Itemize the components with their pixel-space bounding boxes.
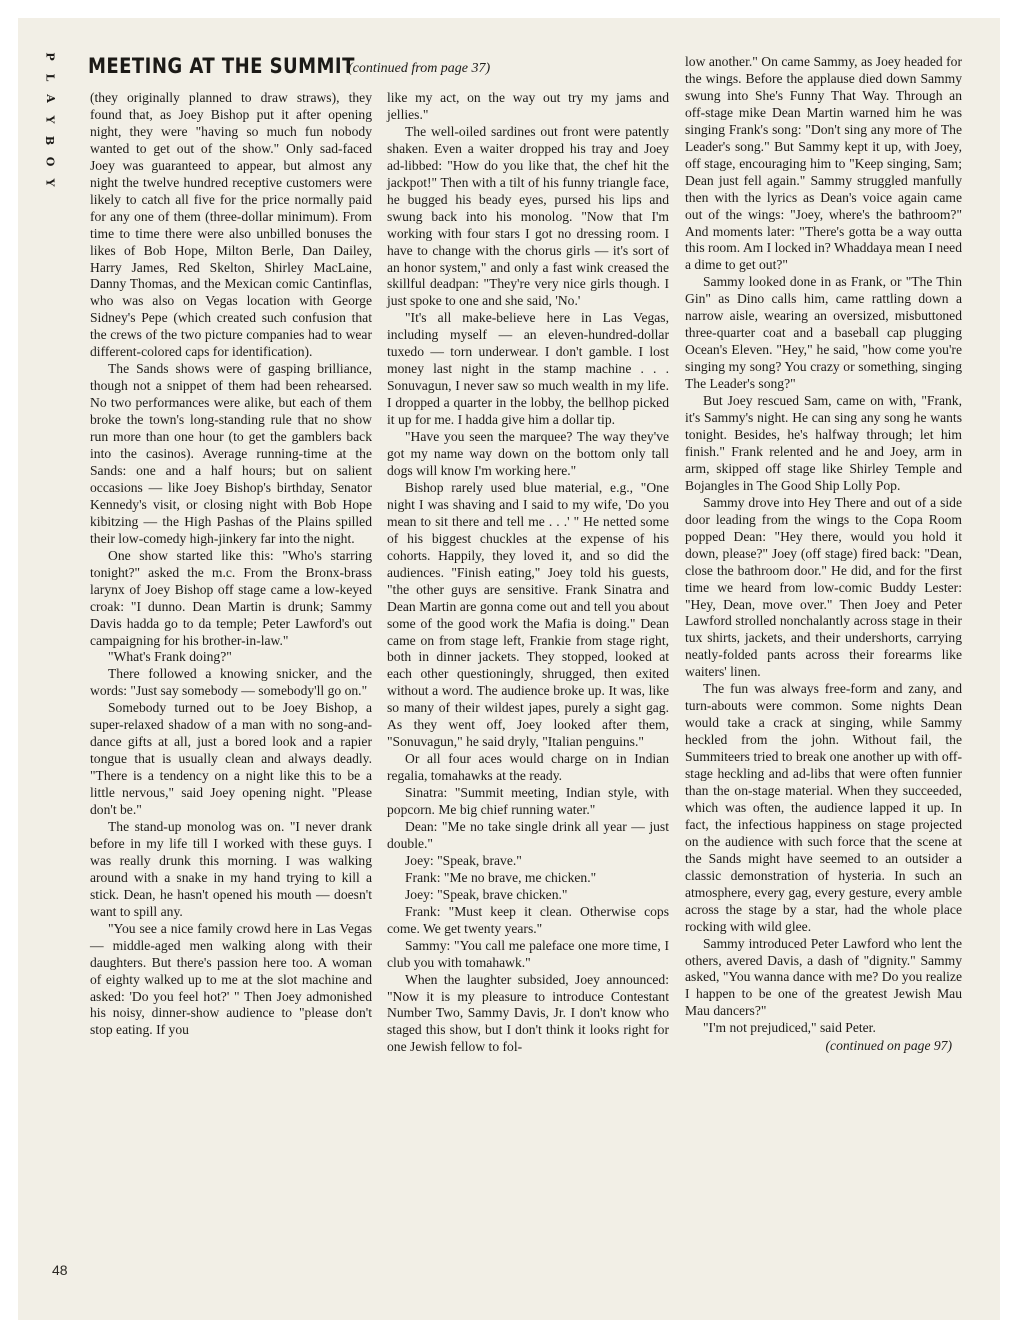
rail-letter: L (43, 73, 57, 82)
paragraph: Somebody turned out to be Joey Bishop, a super-relaxed shadow of a man with no song-and-dance gifts at all, just a bored look and a rapier tongue that is usually clean and always deadly. "There is a tendency on a night like this to be a little nervous," said Joey opening night. "Please don't be." (90, 700, 372, 818)
rail-letter: A (43, 94, 57, 103)
paragraph: The Sands shows were of gasping brilliance, though not a snippet of them had been rehearsed. No two performances were alike, but each of them broke the town's long-standing rule that no show run more than one hour (to get the gamblers back into the casinos). Average running-time at the Sands: one and a half hours; but on salient occasions — like Joey Bishop's birthday, Senator Kennedy's visit, or closing night with Bob Hope kibitzing — the High Pashas of the Plains spilled their low-comedy high-jinkery far into the night. (90, 361, 372, 546)
rail-letter: O (43, 156, 57, 167)
paragraph: "I'm not prejudiced," said Peter. (703, 1020, 876, 1036)
article-title: MEETING AT THE SUMMIT (88, 54, 355, 78)
paragraph: Sammy looked done in as Frank, or "The Thin Gin" as Dino calls him, came rattling down a narrow aisle, wearing an oversized, misbuttoned three-quarter coat and a baseball cap plugging Ocean's Eleven. "Hey," he said, "how come you're singing my song? You crazy or something, singing The Leader's song?" (685, 274, 962, 392)
paragraph: Frank: "Must keep it clean. Otherwise cops come. We get twenty years." (387, 903, 669, 936)
paragraph: Or all four aces would charge on in Indian regalia, tomahawks at the ready. (387, 751, 669, 784)
paragraph: The fun was always free-form and zany, and turn-abouts were common. Some nights Dean would take a crack at singing, while Sammy heckled from the john. Without fail, the Summiteers tried to break one another up with off-stage heckling and ad-libs that were often funnier than the on-stage material. When they succeeded, which was often, the audience lapped it up. In fact, the infectious happiness on stage projected on the audience with such force that the scene at the Sands might have seemed to an outsider a classic demonstration of hysteria. In such an atmosphere, every gag, every gesture, every amble across the stage by a star, had the whole place rocking with wild glee. (685, 681, 962, 934)
rail-letter: B (43, 135, 57, 146)
paragraph: There followed a knowing snicker, and the words: "Just say somebody — somebody'll go on." (90, 666, 372, 699)
paragraph: Frank: "Me no brave, me chicken." (405, 869, 597, 885)
paragraph: When the laughter subsided, Joey announced: "Now it is my pleasure to introduce Contestant Number Two, Sammy Davis, Jr. I don't know who staged this show, but I don't think it looks right for one Jewish fellow to fol- (387, 971, 669, 1055)
continued-on-note: (continued on page 97) (825, 1038, 952, 1054)
rail-letter: Y (43, 178, 57, 187)
magazine-page (18, 18, 1000, 1320)
paragraph: The well-oiled sardines out front were patently shaken. Even a waiter dropped his tray and Joey ad-libbed: "How do you like that, the chef hit the jackpot!" Then with a tilt of his funny triangle face, he bugged his beady eyes, pursed his lips and swung back into his monolog. "Now that I'm working with four stars I got no dressing room. I have to change with the chorus girls — it's sort of an honor system," and only a fast wink creased the skillful deadpan: "They're very nice girls though. I just spoke to one and she said, 'No.' (387, 123, 669, 309)
paragraph: "You see a nice family crowd here in Las Vegas — middle-aged men walking along with their daughters. But there's passion here too. A woman of eighty walked up to me at the slot machine and asked: 'Do you feel hot?' " Then Joey admonished his noisy, dinner-show audience to "please don't stop eating. If you (90, 920, 372, 1038)
rail-letter: P (43, 52, 57, 61)
paragraph: But Joey rescued Sam, came on with, "Frank, it's Sammy's night. He can sing any song he wants tonight. Besides, he's halfway through; let him finish." Frank relented and he and Joey, arm in arm, skipped off stage like Shirley Temple and Bojangles in The Good Ship Lolly Pop. (685, 393, 962, 493)
paragraph: The stand-up monolog was on. "I never drank before in my life till I worked with these guys. I was really drunk this morning. I was walking around with a snake in my hand trying to kill a stick. Dean, he hasn't opened his mouth — doesn't want to spill any. (90, 818, 372, 919)
text-column-3 (685, 54, 962, 1055)
article-headline (88, 54, 648, 78)
text-column-1 (90, 90, 372, 1039)
paragraph: Sammy introduced Peter Lawford who lent the others, avered Davis, a dash of "dignity." Sammy asked, "You wanna dance with me? Do you realize I happen to be one of the greatest Jewish Mau Mau dancers?" (685, 935, 962, 1019)
paragraph: (they originally planned to draw straws), they found that, as Joey Bishop put it after opening night, they were "having so much fun nobody wanted to get out of the show." Only sad-faced Joey was guaranteed to appear, but almost any night the twelve hundred receptive customers were likely to catch all five for the price normally paid for any one of them (three-dollar minimum). From time to time there were also unbilled bonuses the likes of Bob Hope, Milton Berle, Dan Dailey, Harry James, Red Skelton, Shirley MacLaine, Danny Thomas, and the Mexican comic Cantinflas, who was also on Vegas location with George Sidney's Pepe (which created such confusion that the crews of the two picture companies had to wear different-colored caps for identification). (90, 90, 372, 360)
paragraph: "It's all make-believe here in Las Vegas, including myself — an eleven-hundred-dollar tuxedo — torn underwear. I don't gamble. I lost money last night in the stamp machine . . . Sonuvagun, I never saw so much wealth in my life. I dropped a quarter in the lobby, the bellhop picked it up for me. I hadda give him a dollar tip. (387, 310, 669, 428)
paragraph: Bishop rarely used blue material, e.g., "One night I was shaving and I said to my wife, 'Do you mean to sit there and tell me . . .' " He netted some of his biggest chuckles at the expense of his cohorts. Happily, they loved it, and so did the audiences. "Finish eating," Joey told his guests, "the other guys are sensitive. Frank Sinatra and Dean Martin are gonna come out and tell you about some of the good work the Mafia is doing." Dean came on from stage left, Frankie from stage right, both in dinner jackets. They stopped, looked at each other questioningly, shrugged, then exited without a word. The audience broke up. It was, like so many of their wildest japes, purely a sight gag. As they went off, Joey looked after them, "Sonuvagun," he said dryly, "Italian penguins." (387, 479, 669, 750)
paragraph: Sammy drove into Hey There and out of a side door leading from the wings to the Copa Room popped Dean: "Hey there, would you hold it down, please?" Joey (off stage) fired back: "Dean, close the bathroom door." He did, and for the first time we heard from low-comic Buddy Lester: "Hey, Dean, move over." Then Joey and Peter Lawford strolled nonchalantly across stage in their tux shirts, jackets, and their undershorts, carrying neatly-folded pants across their forearms like waiters' linen. (685, 494, 962, 680)
page-number: 48 (52, 1262, 68, 1278)
paragraph: One show started like this: "Who's starring tonight?" asked the m.c. From the Bronx-brass larynx of Joey Bishop off stage came a low-keyed croak: "I dunno. Dean Martin is drunk; Sammy Davis hadda go to da temple; Peter Lawford's out campaigning for his brother-in-law." (90, 547, 372, 648)
paragraph: "What's Frank doing?" (108, 649, 232, 665)
text-column-2 (387, 90, 669, 1056)
magazine-name-vertical (40, 46, 60, 193)
paragraph: Sinatra: "Summit meeting, Indian style, with popcorn. Me big chief running water." (387, 785, 669, 818)
continued-from-note: (continued from page 37) (348, 61, 491, 76)
rail-letter: Y (43, 115, 57, 124)
paragraph: Sammy: "You call me paleface one more time, I club you with tomahawk." (387, 937, 669, 970)
paragraph: Joey: "Speak, brave chicken." (405, 886, 568, 902)
paragraph: low another." On came Sammy, as Joey headed for the wings. Before the applause died down Sammy swung into She's Funny That Way. Through an off-stage mike Dean Martin warned him he was singing Frank's song: "Don't sing any more of The Leader's song." But Sammy kept it up, with Joey, off stage, encouraging him to "Keep singing, Sam; Dean just fell again." Sammy struggled manfully then with the lyrics as Dean's voice again came out of the wings: "Joey, where's the bathroom?" And moments later: "There's gotta be a way outta this room. Am I locked in? Whaddaya mean I need a dime to get out?" (685, 54, 962, 273)
paragraph: Dean: "Me no take single drink all year — just double." (387, 818, 669, 851)
paragraph: Joey: "Speak, brave." (405, 852, 522, 868)
paragraph: like my act, on the way out try my jams and jellies." (387, 90, 669, 122)
paragraph: "Have you seen the marquee? The way they've got my name way down on the bottom only tall dogs will know I'm working here." (387, 429, 669, 478)
